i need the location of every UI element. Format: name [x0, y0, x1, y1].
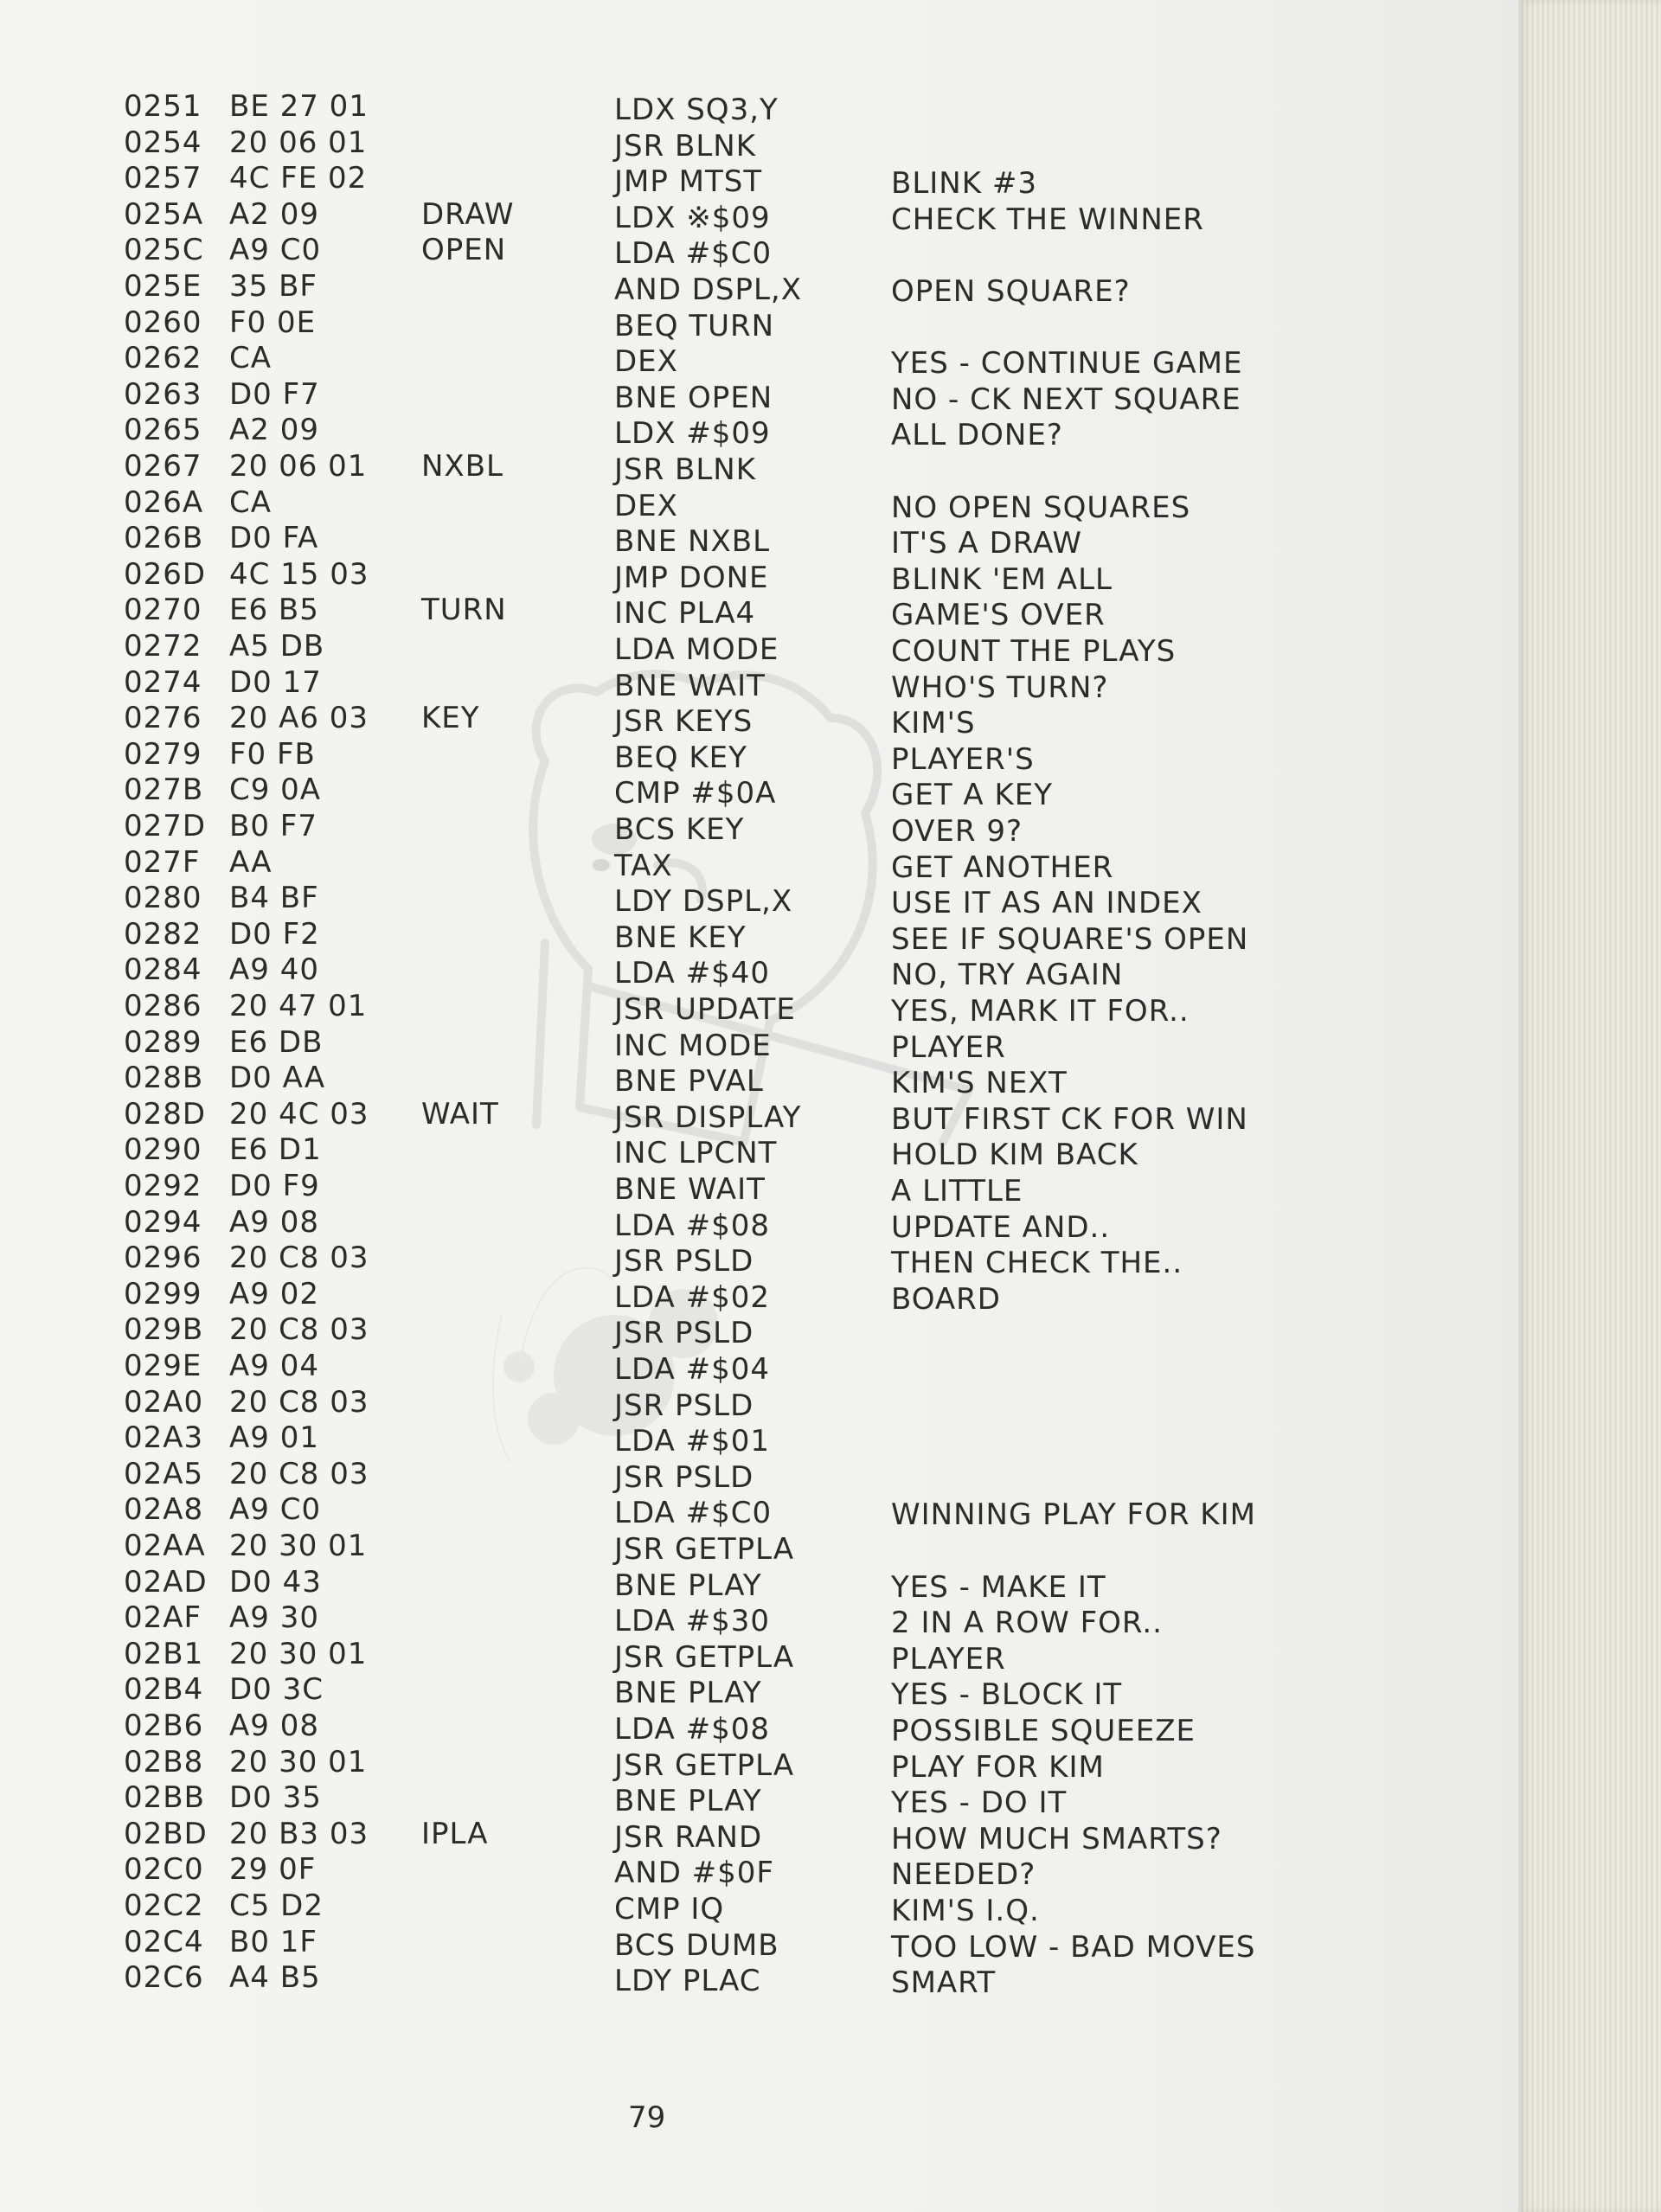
- listing-addr: 02C6: [124, 1960, 204, 1995]
- listing-comment: CHECK THE WINNER: [891, 202, 1204, 237]
- listing-addr: 028B: [124, 1061, 204, 1095]
- listing-comment: GAME'S OVER: [891, 598, 1106, 632]
- listing-hex: F0 0E: [229, 305, 317, 340]
- listing-addr: 028D: [124, 1097, 207, 1132]
- listing-op: JMP DONE: [614, 561, 769, 595]
- listing-comment: UPDATE AND..: [891, 1210, 1111, 1245]
- listing-comment: NEEDED?: [891, 1857, 1036, 1892]
- listing-comment: NO - CK NEXT SQUARE: [891, 382, 1241, 417]
- listing-comment: PLAYER: [891, 1642, 1006, 1677]
- listing-op: LDA #$30: [614, 1604, 770, 1638]
- listing-addr: 0290: [124, 1132, 202, 1167]
- listing-comment: COUNT THE PLAYS: [891, 634, 1177, 669]
- listing-hex: 20 C8 03: [229, 1312, 369, 1347]
- listing-addr: 02B6: [124, 1709, 204, 1743]
- page-edge: [1518, 0, 1661, 2212]
- listing-op: AND DSPL,X: [614, 272, 802, 307]
- listing-hex: A9 02: [229, 1277, 319, 1311]
- listing-hex: D0 F7: [229, 377, 320, 412]
- listing-op: LDY PLAC: [614, 1964, 761, 1998]
- listing-op: JSR KEYS: [614, 704, 754, 739]
- listing-op: JSR BLNK: [614, 129, 757, 163]
- listing-op: DEX: [614, 344, 678, 379]
- listing-hex: A9 C0: [229, 1492, 322, 1527]
- listing-hex: 20 06 01: [229, 449, 368, 484]
- listing-op: BNE PLAY: [614, 1676, 762, 1710]
- listing-hex: A9 30: [229, 1600, 319, 1635]
- listing-hex: 20 30 01: [229, 1745, 368, 1779]
- listing-comment: TOO LOW - BAD MOVES: [891, 1930, 1256, 1965]
- listing-comment: PLAY FOR KIM: [891, 1750, 1105, 1785]
- listing-op: BNE WAIT: [614, 669, 766, 703]
- listing-addr: 029B: [124, 1312, 204, 1347]
- listing-addr: 0279: [124, 737, 202, 772]
- listing-addr: 0282: [124, 917, 202, 952]
- listing-hex: 4C 15 03: [229, 557, 369, 592]
- listing-comment: POSSIBLE SQUEEZE: [891, 1714, 1196, 1748]
- listing-addr: 025A: [124, 197, 204, 232]
- listing-hex: E6 DB: [229, 1025, 324, 1060]
- listing-op: LDX ※$09: [614, 201, 771, 235]
- listing-label: WAIT: [421, 1097, 499, 1132]
- listing-addr: 02C4: [124, 1925, 204, 1959]
- listing-op: JSR PSLD: [614, 1244, 754, 1279]
- listing-addr: 0274: [124, 665, 202, 700]
- listing-op: LDA #$02: [614, 1280, 770, 1315]
- listing-hex: CA: [229, 341, 272, 375]
- listing-hex: D0 17: [229, 665, 322, 700]
- listing-op: JSR PSLD: [614, 1316, 754, 1350]
- listing-op: LDX #$09: [614, 416, 771, 451]
- listing-op: INC MODE: [614, 1029, 772, 1063]
- listing-addr: 02C0: [124, 1852, 204, 1887]
- listing-hex: D0 3C: [229, 1672, 324, 1707]
- listing-addr: 029E: [124, 1349, 202, 1383]
- listing-addr: 0257: [124, 161, 202, 196]
- listing-hex: D0 F2: [229, 917, 320, 952]
- listing-comment: GET A KEY: [891, 778, 1054, 812]
- listing-comment: 2 IN A ROW FOR..: [891, 1606, 1163, 1640]
- listing-hex: 20 4C 03: [229, 1097, 369, 1132]
- listing-addr: 025C: [124, 233, 204, 267]
- listing-op: BNE NXBL: [614, 524, 771, 559]
- listing-addr: 02BD: [124, 1817, 208, 1851]
- listing-op: INC LPCNT: [614, 1136, 778, 1170]
- listing-op: JSR BLNK: [614, 452, 757, 487]
- page-number: 79: [628, 2100, 666, 2135]
- listing-op: BNE KEY: [614, 920, 747, 955]
- listing-addr: 027D: [124, 809, 207, 843]
- listing-op: LDY DSPL,X: [614, 884, 793, 919]
- listing-addr: 0251: [124, 89, 202, 124]
- listing-comment: KIM'S I.Q.: [891, 1894, 1040, 1928]
- listing-op: AND #$0F: [614, 1856, 774, 1890]
- listing-addr: 027B: [124, 773, 204, 807]
- listing-hex: A9 08: [229, 1205, 319, 1240]
- listing-comment: YES - DO IT: [891, 1786, 1068, 1820]
- listing-comment: KIM'S: [891, 706, 976, 741]
- listing-hex: 20 C8 03: [229, 1241, 369, 1275]
- listing-addr: 02B4: [124, 1672, 204, 1707]
- listing-hex: D0 43: [229, 1565, 322, 1600]
- listing-addr: 02AD: [124, 1565, 208, 1600]
- listing-op: JSR DISPLAY: [614, 1100, 802, 1135]
- listing-addr: 02AF: [124, 1600, 202, 1635]
- listing-op: LDA MODE: [614, 632, 779, 667]
- listing-comment: YES - BLOCK IT: [891, 1677, 1123, 1712]
- listing-hex: A2 09: [229, 413, 319, 447]
- listing-comment: YES - CONTINUE GAME: [891, 346, 1243, 381]
- listing-op: CMP IQ: [614, 1892, 725, 1927]
- listing-hex: 20 A6 03: [229, 701, 369, 735]
- listing-hex: A2 09: [229, 197, 319, 232]
- listing-op: LDA #$C0: [614, 236, 773, 271]
- listing-hex: 20 C8 03: [229, 1385, 369, 1420]
- listing-hex: D0 FA: [229, 521, 319, 555]
- listing-hex: D0 F9: [229, 1169, 320, 1203]
- listing-op: LDA #$01: [614, 1424, 770, 1459]
- listing-hex: D0 AA: [229, 1061, 326, 1095]
- listing-comment: PLAYER'S: [891, 742, 1035, 777]
- listing-addr: 0267: [124, 449, 202, 484]
- listing-addr: 0263: [124, 377, 202, 412]
- listing-op: BEQ KEY: [614, 741, 747, 775]
- listing-op: JSR PSLD: [614, 1460, 754, 1495]
- listing-comment: YES - MAKE IT: [891, 1570, 1106, 1605]
- listing-op: LDX SQ3,Y: [614, 93, 779, 127]
- listing-hex: 4C FE 02: [229, 161, 368, 196]
- listing-addr: 0272: [124, 629, 202, 664]
- listing-addr: 02C2: [124, 1888, 204, 1923]
- listing-op: DEX: [614, 489, 678, 523]
- listing-addr: 02AA: [124, 1529, 206, 1563]
- listing-comment: BLINK 'EM ALL: [891, 562, 1113, 597]
- listing-addr: 0260: [124, 305, 202, 340]
- listing-hex: F0 FB: [229, 737, 316, 772]
- listing-comment: WINNING PLAY FOR KIM: [891, 1497, 1256, 1532]
- listing-addr: 026A: [124, 485, 204, 520]
- listing-hex: C9 0A: [229, 773, 322, 807]
- listing-hex: A9 04: [229, 1349, 319, 1383]
- listing-label: NXBL: [421, 449, 503, 484]
- listing-comment: HOLD KIM BACK: [891, 1138, 1138, 1172]
- listing-comment: NO OPEN SQUARES: [891, 490, 1191, 525]
- listing-op: TAX: [614, 849, 673, 883]
- listing-comment: IT'S A DRAW: [891, 526, 1083, 561]
- listing-op: LDA #$04: [614, 1352, 770, 1387]
- listing-label: KEY: [421, 701, 480, 735]
- listing-op: BCS KEY: [614, 812, 745, 847]
- listing-op: JMP MTST: [614, 164, 763, 199]
- listing-addr: 02A5: [124, 1457, 204, 1491]
- listing-op: INC PLA4: [614, 596, 756, 631]
- listing-hex: 20 47 01: [229, 989, 368, 1023]
- listing-op: BNE PVAL: [614, 1064, 764, 1099]
- listing-op: BNE OPEN: [614, 381, 773, 415]
- listing-hex: 20 06 01: [229, 125, 368, 160]
- listing-hex: B0 1F: [229, 1925, 317, 1959]
- listing-op: LDA #$C0: [614, 1496, 773, 1530]
- listing-addr: 026B: [124, 521, 204, 555]
- listing-addr: 0299: [124, 1277, 202, 1311]
- listing-hex: BE 27 01: [229, 89, 369, 124]
- listing-comment: BUT FIRST CK FOR WIN: [891, 1102, 1248, 1137]
- listing-addr: 02B8: [124, 1745, 204, 1779]
- listing-hex: 20 C8 03: [229, 1457, 369, 1491]
- listing-hex: 35 BF: [229, 269, 317, 304]
- listing-addr: 027F: [124, 845, 201, 880]
- listing-op: BNE WAIT: [614, 1172, 766, 1207]
- listing-op: JSR GETPLA: [614, 1532, 795, 1567]
- listing-hex: AA: [229, 845, 273, 880]
- listing-hex: A5 DB: [229, 629, 325, 664]
- listing-hex: 20 30 01: [229, 1529, 368, 1563]
- listing-comment: WHO'S TURN?: [891, 670, 1109, 705]
- listing-addr: 02A0: [124, 1385, 204, 1420]
- listing-op: CMP #$0A: [614, 776, 777, 811]
- listing-addr: 02BB: [124, 1780, 205, 1815]
- listing-hex: A9 08: [229, 1709, 319, 1743]
- listing-comment: NO, TRY AGAIN: [891, 958, 1124, 992]
- listing-op: JSR PSLD: [614, 1388, 754, 1423]
- listing-label: TURN: [421, 593, 507, 627]
- listing-comment: BLINK #3: [891, 166, 1037, 201]
- listing-addr: 0254: [124, 125, 202, 160]
- listing-comment: KIM'S NEXT: [891, 1066, 1068, 1100]
- listing-addr: 02B1: [124, 1637, 204, 1671]
- listing-hex: B4 BF: [229, 881, 319, 915]
- listing-op: BNE PLAY: [614, 1784, 762, 1818]
- listing-hex: A9 C0: [229, 233, 322, 267]
- listing-hex: CA: [229, 485, 272, 520]
- listing-hex: D0 35: [229, 1780, 322, 1815]
- listing-addr: 02A3: [124, 1420, 204, 1455]
- listing-addr: 0296: [124, 1241, 202, 1275]
- listing-comment: THEN CHECK THE..: [891, 1246, 1183, 1280]
- listing-op: JSR GETPLA: [614, 1640, 795, 1675]
- listing-op: JSR UPDATE: [614, 992, 796, 1027]
- listing-addr: 026D: [124, 557, 207, 592]
- listing-hex: B0 F7: [229, 809, 317, 843]
- listing-op: JSR GETPLA: [614, 1748, 795, 1783]
- listing-op: JSR RAND: [614, 1820, 763, 1855]
- listing-comment: SEE IF SQUARE'S OPEN: [891, 922, 1249, 957]
- listing-comment: BOARD: [891, 1282, 1001, 1317]
- listing-addr: 0265: [124, 413, 202, 447]
- listing-hex: E6 D1: [229, 1132, 322, 1167]
- listing-comment: GET ANOTHER: [891, 850, 1114, 885]
- listing-label: OPEN: [421, 233, 507, 267]
- listing-hex: A4 B5: [229, 1960, 321, 1995]
- listing-op: LDA #$08: [614, 1712, 770, 1747]
- listing-hex: E6 B5: [229, 593, 319, 627]
- listing-op: LDA #$40: [614, 956, 770, 991]
- listing-addr: 02A8: [124, 1492, 204, 1527]
- listing-comment: OPEN SQUARE?: [891, 274, 1131, 309]
- listing-addr: 0286: [124, 989, 202, 1023]
- listing-label: DRAW: [421, 197, 515, 232]
- listing-op: BNE PLAY: [614, 1568, 762, 1603]
- listing-hex: C5 D2: [229, 1888, 324, 1923]
- listing-addr: 0270: [124, 593, 202, 627]
- listing-comment: A LITTLE: [891, 1174, 1023, 1209]
- listing-addr: 0284: [124, 952, 202, 987]
- listing-hex: A9 40: [229, 952, 319, 987]
- listing-comment: YES, MARK IT FOR..: [891, 994, 1190, 1029]
- listing-comment: OVER 9?: [891, 814, 1023, 849]
- listing-addr: 0294: [124, 1205, 202, 1240]
- listing-label: IPLA: [421, 1817, 489, 1851]
- listing-comment: SMART: [891, 1965, 997, 2000]
- listing-comment: USE IT AS AN INDEX: [891, 886, 1202, 920]
- listing-addr: 0280: [124, 881, 202, 915]
- listing-addr: 0292: [124, 1169, 202, 1203]
- listing-addr: 0289: [124, 1025, 202, 1060]
- listing-addr: 0276: [124, 701, 202, 735]
- listing-addr: 025E: [124, 269, 202, 304]
- listing-addr: 0262: [124, 341, 202, 375]
- listing-hex: 20 30 01: [229, 1637, 368, 1671]
- listing-op: LDA #$08: [614, 1209, 770, 1243]
- listing-op: BEQ TURN: [614, 309, 775, 343]
- listing-hex: 29 0F: [229, 1852, 317, 1887]
- listing-comment: HOW MUCH SMARTS?: [891, 1822, 1222, 1856]
- listing-hex: A9 01: [229, 1420, 319, 1455]
- listing-op: BCS DUMB: [614, 1928, 779, 1963]
- listing-hex: 20 B3 03: [229, 1817, 369, 1851]
- listing-comment: PLAYER: [891, 1030, 1006, 1065]
- listing-comment: ALL DONE?: [891, 418, 1063, 452]
